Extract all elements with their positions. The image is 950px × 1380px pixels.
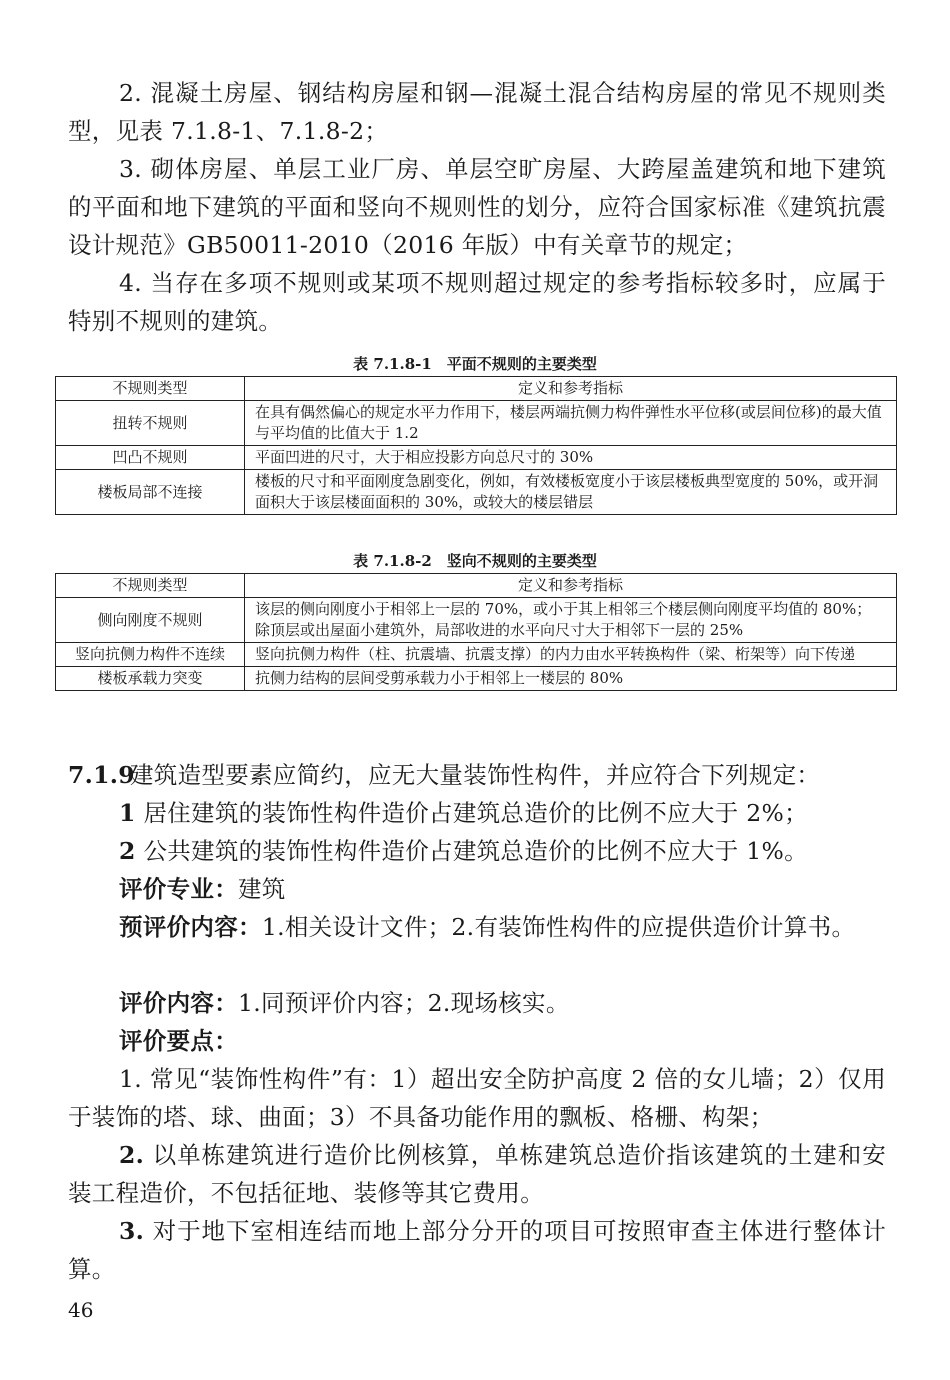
value: 建筑 — [238, 875, 286, 903]
cell-definition: 抗侧力结构的层间受剪承载力小于相邻上一楼层的 80% — [245, 667, 897, 691]
table-row — [56, 598, 897, 643]
label: 评价内容： — [119, 989, 238, 1017]
cell-definition: 竖向抗侧力构件（柱、抗震墙、抗震支撑）的内力由水平转换构件（梁、桁架等）向下传递 — [245, 643, 897, 667]
point-text: 以单栋建筑进行造价比例核算，单栋建筑总造价指该建筑的土建和安装工程造价，不包括征地、装修等其它费用。 — [68, 1141, 887, 1207]
header-definition: 定义和参考指标 — [245, 574, 897, 598]
paragraph-4: 4. 当存在多项不规则或某项不规则超过规定的参考指标较多时，应属于特别不规则的建筑。 — [68, 269, 886, 335]
value: 1.相关设计文件；2.有装饰性构件的应提供造价计算书。 — [261, 913, 856, 941]
point-text: 对于地下室相连结而地上部分分开的项目可按照审查主体进行整体计算。 — [68, 1217, 887, 1283]
table-row — [56, 643, 897, 667]
paragraph-3: 3. 砌体房屋、单层工业厂房、单层空旷房屋、大跨屋盖建筑和地下建筑的平面和地下建筑的平面和竖向不规则性的划分，应符合国家标准《建筑抗震设计规范》GB50011-2010（2016 年版）中有关章节的规定； — [68, 155, 886, 259]
header-type: 不规则类型 — [56, 574, 245, 598]
cell-type: 扭转不规则 — [56, 401, 245, 446]
label: 评价专业： — [119, 875, 238, 903]
table-row — [56, 470, 897, 515]
header-type: 不规则类型 — [56, 377, 245, 401]
item-text: 公共建筑的装饰性构件造价占建筑总造价的比例不应大于 1%。 — [143, 837, 808, 865]
cell-type: 楼板局部不连接 — [56, 470, 245, 515]
section-number: 7.1.9 — [68, 761, 135, 789]
evaluation-point-3 — [68, 1212, 886, 1288]
section-7-1-9 — [68, 756, 886, 794]
point-number: 3. — [119, 1217, 145, 1245]
value: 1.同预评价内容；2.现场核实。 — [238, 989, 570, 1017]
table-row — [56, 446, 897, 470]
cell-type: 竖向抗侧力构件不连续 — [56, 643, 245, 667]
evaluation-content — [119, 984, 570, 1022]
table-row — [56, 401, 897, 446]
cell-type: 楼板承载力突变 — [56, 667, 245, 691]
evaluation-points-label: 评价要点： — [119, 1027, 238, 1055]
evaluation-major — [119, 870, 286, 908]
table-1 — [55, 376, 897, 515]
table-2 — [55, 573, 897, 691]
item-number: 2 — [119, 837, 136, 865]
cell-definition: 楼板的尺寸和平面刚度急剧变化，例如，有效楼板宽度小于该层楼板典型宽度的 50%，或开洞面积大于该层楼面面积的 30%，或较大的楼层错层 — [245, 470, 897, 515]
section-text: 建筑造型要素应简约，应无大量装饰性构件，并应符合下列规定： — [130, 761, 821, 789]
item-number: 1 — [119, 799, 136, 827]
cell-type: 侧向刚度不规则 — [56, 598, 245, 643]
cell-definition: 在具有偶然偏心的规定水平力作用下，楼层两端抗侧力构件弹性水平位移(或层间位移)的最大值与平均值的比值大于 1.2 — [245, 401, 897, 446]
table-1-caption: 表 7.1.8-1 平面不规则的主要类型 — [353, 355, 597, 373]
page-number: 46 — [68, 1298, 94, 1322]
item-text: 居住建筑的装饰性构件造价占建筑总造价的比例不应大于 2%； — [143, 799, 808, 827]
cell-type: 凹凸不规则 — [56, 446, 245, 470]
table-2-caption: 表 7.1.8-2 竖向不规则的主要类型 — [353, 552, 597, 570]
evaluation-point-1: 1. 常见“装饰性构件”有：1）超出安全防护高度 2 倍的女儿墙；2）仅用于装饰的塔、球、曲面；3）不具备功能作用的飘板、格栅、构架； — [68, 1065, 886, 1131]
section-item-1 — [119, 794, 808, 832]
evaluation-pre — [68, 908, 886, 946]
evaluation-point-2 — [68, 1136, 886, 1212]
table-header-row — [56, 574, 897, 598]
header-definition: 定义和参考指标 — [245, 377, 897, 401]
paragraph-2: 2. 混凝土房屋、钢结构房屋和钢—混凝土混合结构房屋的常见不规则类型，见表 7.1.8-1、7.1.8-2； — [68, 79, 886, 145]
section-item-2 — [119, 832, 808, 870]
label: 预评价内容： — [119, 913, 262, 941]
table-row — [56, 667, 897, 691]
cell-definition: 该层的侧向刚度小于相邻上一层的 70%，或小于其上相邻三个楼层侧向刚度平均值的 80%；除顶层或出屋面小建筑外，局部收进的水平向尺寸大于相邻下一层的 25% — [245, 598, 897, 643]
table-header-row — [56, 377, 897, 401]
cell-definition: 平面凹进的尺寸，大于相应投影方向总尺寸的 30% — [245, 446, 897, 470]
point-number: 2. — [119, 1141, 145, 1169]
